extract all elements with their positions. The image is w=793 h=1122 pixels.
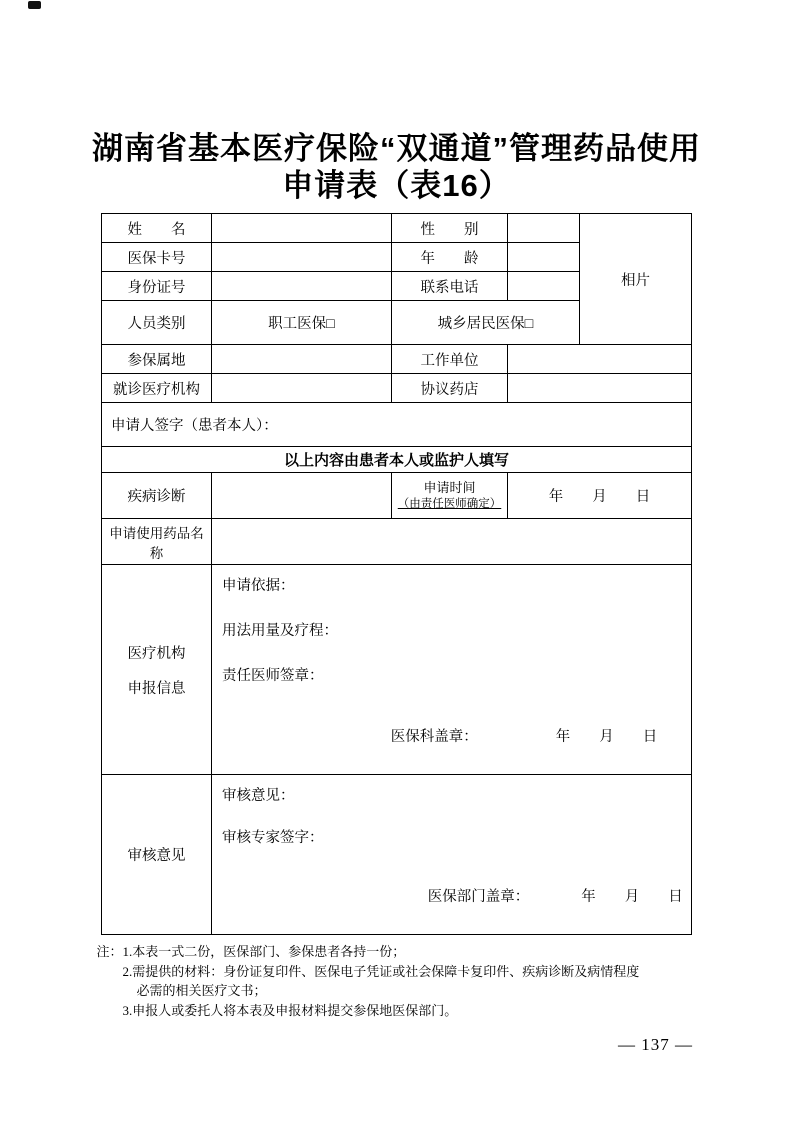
name-label: 姓 名 <box>102 214 212 243</box>
row-signature <box>102 403 692 447</box>
apply-date-cell[interactable]: 年 月 日 <box>508 473 692 519</box>
row-diagnosis-time <box>102 473 692 519</box>
institution-content-cell[interactable] <box>212 565 692 775</box>
row-drug-name <box>102 519 692 565</box>
notes-prefix: 注： <box>96 944 123 960</box>
name-input-cell[interactable] <box>212 214 392 243</box>
office-seal-line <box>222 708 681 763</box>
hospital-label: 就诊医疗机构 <box>102 374 212 403</box>
institution-info-label-line1: 医疗机构 <box>127 645 186 662</box>
row-name-gender <box>102 214 692 243</box>
note-line-2: 2.需提供的材料：身份证复印件、医保电子凭证或社会保障卡复印件、疾病诊断及病情程度 <box>122 963 640 979</box>
gender-label: 性 别 <box>392 214 508 243</box>
apply-time-line1: 申请时间 <box>423 480 476 496</box>
note-line-3: 3.申报人或委托人将本表及申报材料提交参保地医保部门。 <box>122 1002 458 1018</box>
physician-seal-label: 责任医师签章： <box>222 667 324 684</box>
row-hospital-pharmacy <box>102 374 692 403</box>
drug-name-label: 申请使用药品名称 <box>102 519 212 565</box>
person-type-label: 人员类别 <box>102 301 212 345</box>
insured-area-label: 参保属地 <box>102 345 212 374</box>
form-title <box>0 130 793 204</box>
application-form-table <box>101 213 692 935</box>
drug-name-input-cell[interactable] <box>212 519 692 565</box>
pharmacy-input-cell[interactable] <box>508 374 692 403</box>
review-opinion-label: 审核意见： <box>222 788 295 805</box>
note-line-1: 1.本表一式二份，医保部门、参保患者各持一份； <box>122 944 406 960</box>
resident-insurance-checkbox[interactable]: 城乡居民医保□ <box>392 301 580 345</box>
dept-seal-date: 年 月 日 <box>581 889 683 906</box>
phone-label: 联系电话 <box>392 272 508 301</box>
scan-artifact <box>28 1 41 9</box>
office-seal-date: 年 月 日 <box>555 729 658 746</box>
row-section-note <box>102 447 692 473</box>
institution-info-label-cell <box>102 565 212 775</box>
section-note: 以上内容由患者本人或监护人填写 <box>102 447 692 473</box>
phone-input-cell[interactable] <box>508 272 580 301</box>
pharmacy-label: 协议药店 <box>392 374 508 403</box>
apply-time-label-cell <box>392 473 508 519</box>
hospital-input-cell[interactable] <box>212 374 392 403</box>
id-no-input-cell[interactable] <box>212 272 392 301</box>
diagnosis-input-cell[interactable] <box>212 473 392 519</box>
gender-input-cell[interactable] <box>508 214 580 243</box>
review-content-cell[interactable] <box>212 775 692 935</box>
institution-info-label-line2: 申报信息 <box>127 680 186 697</box>
work-unit-label: 工作单位 <box>392 345 508 374</box>
application-basis-label: 申请依据： <box>222 578 295 595</box>
id-no-label: 身份证号 <box>102 272 212 301</box>
form-title-line1: 湖南省基本医疗保险“双通道”管理药品使用 <box>92 131 701 166</box>
row-institution-info <box>102 565 692 775</box>
applicant-signature-cell[interactable]: 申请人签字（患者本人）： <box>102 403 692 447</box>
form-title-line2: 申请表（表16） <box>282 168 511 204</box>
photo-cell[interactable]: 相片 <box>580 214 692 345</box>
diagnosis-label: 疾病诊断 <box>102 473 212 519</box>
notes <box>97 942 697 1020</box>
card-no-input-cell[interactable] <box>212 243 392 272</box>
age-input-cell[interactable] <box>508 243 580 272</box>
review-opinion-label-cell: 审核意见 <box>102 775 212 935</box>
page-number: — 137 — <box>618 1035 693 1054</box>
insured-area-input-cell[interactable] <box>212 345 392 374</box>
work-unit-input-cell[interactable] <box>508 345 692 374</box>
row-area-unit <box>102 345 692 374</box>
dept-seal-label: 医保部门盖章： <box>427 889 530 906</box>
usage-course-label: 用法用量及疗程： <box>222 623 338 640</box>
card-no-label: 医保卡号 <box>102 243 212 272</box>
office-seal-label: 医保科盖章： <box>390 729 478 746</box>
expert-signature-label: 审核专家签字： <box>222 830 324 847</box>
apply-time-line2: （由责任医师确定） <box>397 497 502 510</box>
age-label: 年 龄 <box>392 243 508 272</box>
dept-seal-line <box>222 868 681 923</box>
note-line-2-continued: 必需的相关医疗文书； <box>136 983 267 999</box>
row-review-opinion <box>102 775 692 935</box>
employee-insurance-checkbox[interactable]: 职工医保□ <box>212 301 392 345</box>
